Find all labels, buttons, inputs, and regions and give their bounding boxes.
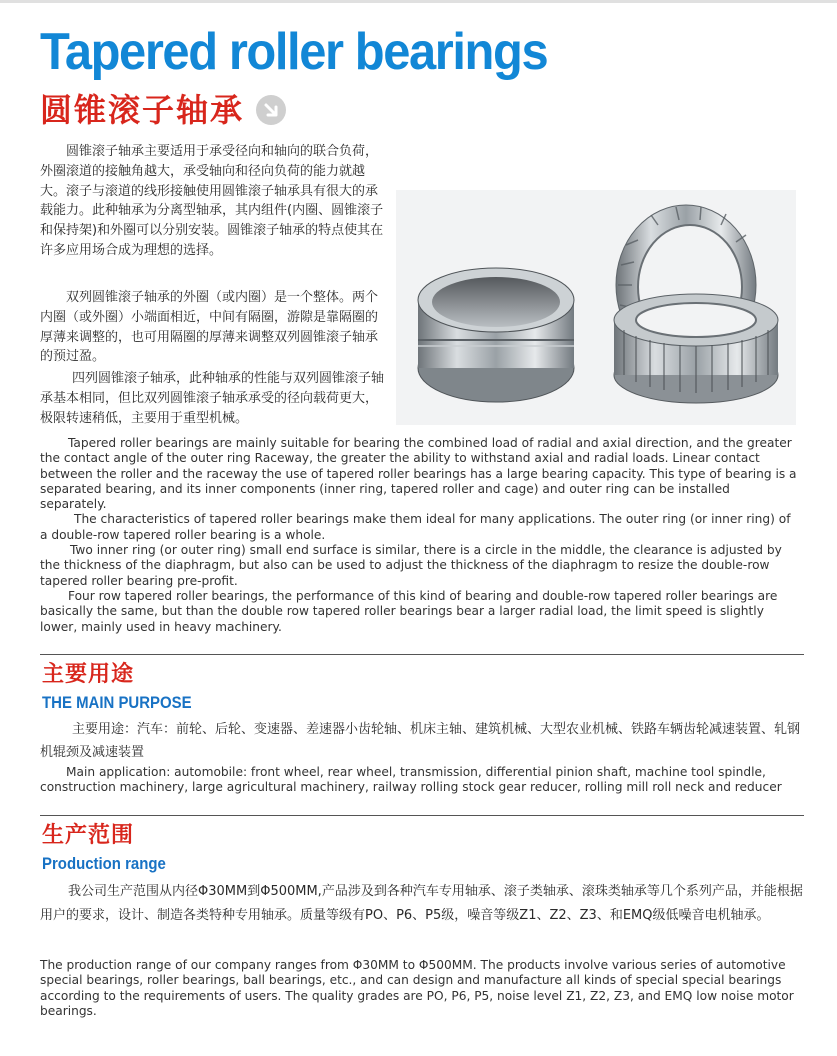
production-body-cn: 我公司生产范围从内径Φ30MM到Φ500MM,产品涉及到各种汽车专用轴承、滚子类轴承、滚珠类轴承等几个系列产品，并能根据用户的要求，设计、制造各类特种专用轴承。质量等级有PO、P6、P5级，噪音等级Z1、Z2、Z3、和EMQ级低噪音电机轴承。 — [40, 884, 803, 923]
purpose-heading-en: THE MAIN PURPOSE — [42, 693, 192, 712]
top-border — [0, 0, 837, 3]
intro-en-paragraph-4: Four row tapered roller bearings, the performance of this kind of bearing and double-row tapered roller bearings are basically the same, but than the double row tapered roller bearings bear a larger radial load, the limit speed is slightly lower, mainly used in heavy machinery. — [40, 588, 778, 634]
subtitle-row — [40, 88, 286, 132]
production-heading-en: Production range — [42, 854, 166, 873]
intro-cn-paragraph-2: 双列圆锥滚子轴承的外圈（或内圈）是一个整体。两个内圈（或外圈）小端面相近，中间有隔圈，游隙是靠隔圈的厚薄来调整的，也可用隔圈的厚薄来调整双列圆锥滚子轴承的预过盈。 — [40, 290, 379, 365]
roller-cage-assembly — [614, 294, 778, 403]
production-body-en: The production range of our company ranges from Φ30MM to Φ500MM. The products involve various series of automotive special bearings, roller bearings, ball bearings, etc., and can design and manufacture all kinds of special special bearings according to the requirements of users. The quality grades are PO, P6, P5, noise level Z1, Z2, Z3, and EMQ low noise motor bearings. — [40, 958, 794, 1018]
production-heading-cn: 生产范围 — [42, 823, 135, 848]
outer-ring — [418, 268, 574, 402]
arrow-down-right-icon — [256, 95, 286, 125]
page-title: Tapered roller bearings — [40, 23, 548, 81]
intro-en-paragraph-1: Tapered roller bearings are mainly suitable for bearing the combined load of radial and axial direction, and the greater the contact angle of the outer ring Raceway, the greater the ability to withstand axial and radial loads. Linear contact between the roller and the raceway the use of tapered roller bearings has a large bearing capacity. This type of bearing is a separated bearing, and its inner components (inner ring, tapered roller and cage) and outer ring can be installed separately. — [40, 436, 797, 512]
section-divider-purpose — [40, 654, 804, 655]
bearing-photo — [396, 190, 796, 425]
intro-en-paragraph-3: Two inner ring (or outer ring) small end surface is similar, there is a circle in the middle, the clearance is adjusted by the thickness of the diaphragm, but also can be used to adjust the thickness of the diaphragm to resize the double-row tapered roller bearing pre-profit. — [40, 543, 782, 588]
purpose-body-en: Main application: automobile: front wheel, rear wheel, transmission, differential pinion shaft, machine tool spindle, construction machinery, large agricultural machinery, railway rolling stock gear reducer, rolling mill roll neck and reducer — [40, 765, 782, 795]
page-subtitle-cn: 圆锥滚子轴承 — [40, 91, 245, 129]
intro-cn-paragraph-3: 四列圆锥滚子轴承，此种轴承的性能与双列圆锥滚子轴承基本相同，但比双列圆锥滚子轴承承受的径向载荷更大，极限转速稍低，主要用于重型机械。 — [40, 371, 385, 426]
section-divider-production — [40, 815, 804, 816]
intro-cn-paragraph-1: 圆锥滚子轴承主要适用于承受径向和轴向的联合负荷，外圈滚道的接触角越大，承受轴向和径向负荷的能力就越大。滚子与滚道的线形接触使用圆锥滚子轴承具有很大的承载能力。此种轴承为分离型轴承，其内组件(内圈、圆锥滚子和保持架)和外圈可以分别安装。圆锥滚子轴承的特点使其在许多应用场合成为理想的选择。 — [40, 144, 384, 258]
intro-en-paragraph-2: The characteristics of tapered roller bearings make them ideal for many applications. The outer ring (or inner ring) of a double-row tapered roller bearing is a whole. — [40, 512, 791, 542]
purpose-heading-cn: 主要用途 — [42, 662, 135, 687]
intro-en-block — [40, 436, 800, 635]
purpose-body-cn: 主要用途：汽车：前轮、后轮、变速器、差速器小齿轮轴、机床主轴、建筑机械、大型农业机械、铁路车辆齿轮减速装置、轧钢机辊颈及减速装置 — [40, 722, 801, 760]
